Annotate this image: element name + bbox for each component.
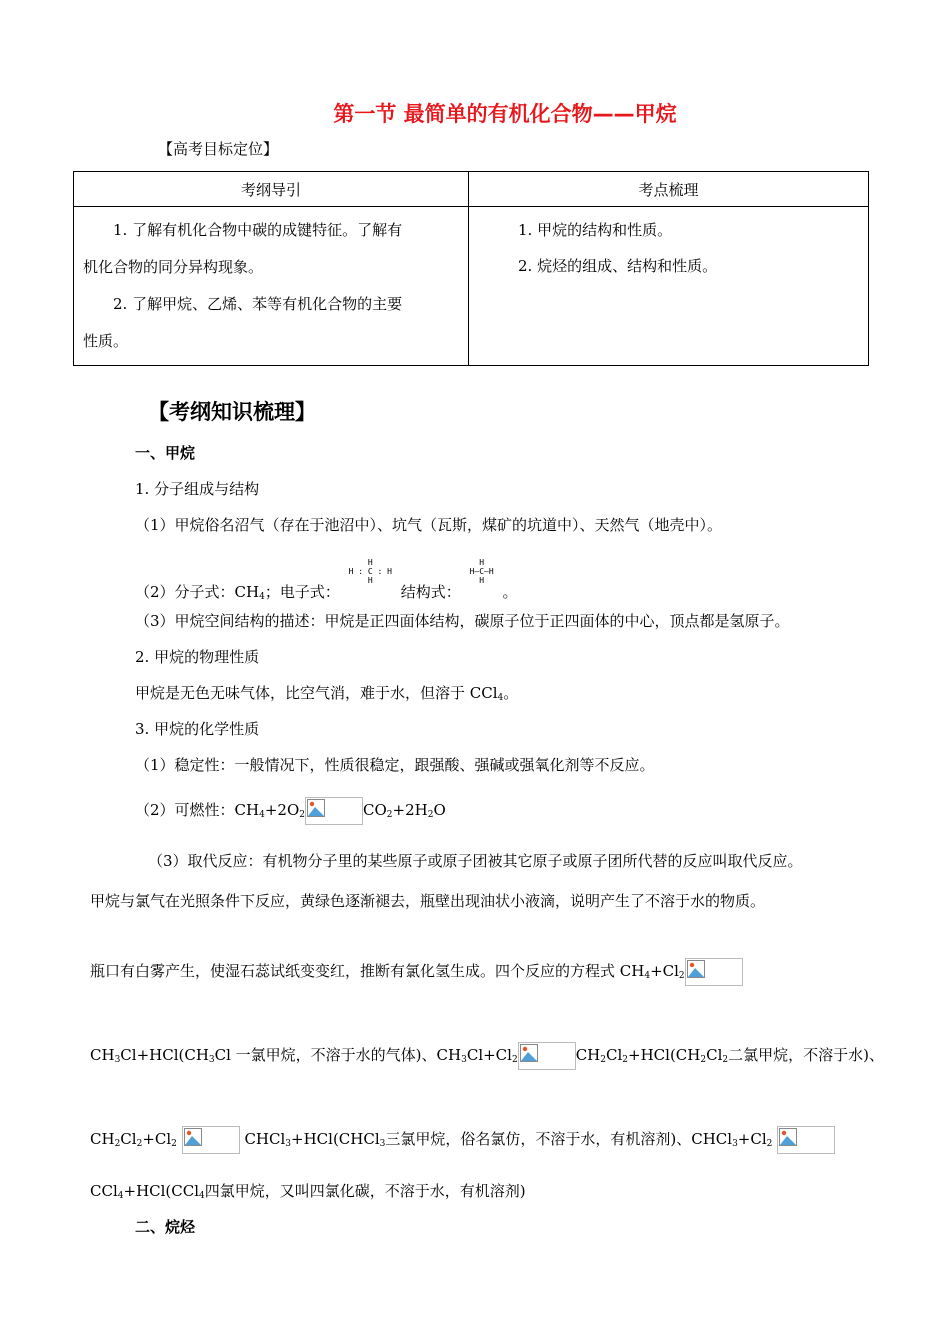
broken-image-icon [307, 799, 325, 817]
knowledge-heading: 【考纲知识梳理】 [148, 400, 316, 424]
s1-3-a: （1）稳定性：一般情况下，性质很稳定，跟强酸、强碱或强氧化剂等不反应。 [135, 756, 655, 774]
broken-image-icon [520, 1044, 538, 1062]
s1-3-c3: 瓶口有白雾产生，使湿石蕊试纸变变红，推断有氯化氢生成。四个反应的方程式 $CH_4+Cl_2$ [90, 958, 743, 986]
s1-3-c6: CCl$_4$+HCl(CCl$_4$四氯甲烷，又叫四氯化碳，不溶于水，有机溶剂) [90, 1182, 526, 1201]
reaction-arrow-image [518, 1042, 576, 1070]
section-2-heading: 二、烷烃 [135, 1218, 196, 1236]
reaction-arrow-image [305, 797, 363, 825]
col1-line3: 2. 了解甲烷、乙烯、苯等有机化合物的主要 [113, 295, 403, 313]
s1-2-heading: 2. 甲烷的物理性质 [135, 648, 260, 666]
page-title: 第一节 最简单的有机化合物——甲烷 [333, 102, 677, 126]
goal-table [73, 171, 869, 366]
s1-1-heading: 1. 分子组成与结构 [135, 480, 260, 498]
s1-3-c5: $CH_2Cl_2+Cl_2$ CHCl$_3$+HCl(CHCl$_3$三氯甲烷，俗名氯仿，不溶于水，有机溶剂)、$CHCl_3+Cl_2$ [90, 1126, 835, 1154]
s1-1-b: （2）分子式：$CH_4$；电子式： H H : C : H H 结构式： H H—C—H H 。 [135, 558, 518, 602]
reaction-arrow-image [182, 1126, 240, 1154]
col2-item1: 1. 甲烷的结构和性质。 [518, 221, 673, 239]
col1-line1: 1. 了解有机化合物中碳的成键特征。了解有 [113, 221, 403, 239]
reaction-arrow-image [685, 958, 743, 986]
reaction-arrow-image [777, 1126, 835, 1154]
s1-3-c1: （3）取代反应：有机物分子里的某些原子或原子团被其它原子或原子团所代替的反应叫取代反应。 [148, 852, 803, 870]
broken-image-icon [184, 1128, 202, 1146]
s1-3-c2: 甲烷与氯气在光照条件下反应，黄绿色逐渐褪去，瓶壁出现油状小液滴，说明产生了不溶于水的物质。 [90, 892, 766, 910]
s1-3-c4: $CH_3Cl+HCl(CH_3Cl$ 一氯甲烷，不溶于水的气体)、$CH_3Cl+Cl_2$ $CH_2Cl_2+HCl(CH_2Cl_2$二氯甲烷，不溶于水)、 [90, 1042, 884, 1070]
broken-image-icon [687, 960, 705, 978]
col1-line4: 性质。 [83, 332, 129, 350]
s1-3-b: （2）可燃性：$CH_4+2O_2$ $CO_2+2H_2O$ [135, 797, 446, 825]
col1-line2: 机化合物的同分异构现象。 [83, 258, 264, 276]
electron-formula-image: H H : C : H H [348, 558, 392, 585]
section-1-heading: 一、甲烷 [135, 444, 196, 462]
structural-formula-image: H H—C—H H [469, 558, 494, 585]
broken-image-icon [779, 1128, 797, 1146]
s1-3-heading: 3. 甲烷的化学性质 [135, 720, 260, 738]
s1-2-text: 甲烷是无色无味气体，比空气消，难于水，但溶于 CCl$_4$。 [135, 684, 519, 703]
s1-1-c: （3）甲烷空间结构的描述：甲烷是正四面体结构，碳原子位于正四面体的中心，顶点都是氢原子。 [135, 612, 790, 630]
goal-heading: 【高考目标定位】 [158, 140, 279, 158]
s1-1-a: （1）甲烷俗名沼气（存在于池沼中）、坑气（瓦斯，煤矿的坑道中）、天然气（地壳中）。 [135, 516, 723, 534]
col2-header: 考点梳理 [469, 172, 869, 207]
col1-header: 考纲导引 [74, 172, 469, 207]
col2-item2: 2. 烷烃的组成、结构和性质。 [518, 257, 718, 275]
